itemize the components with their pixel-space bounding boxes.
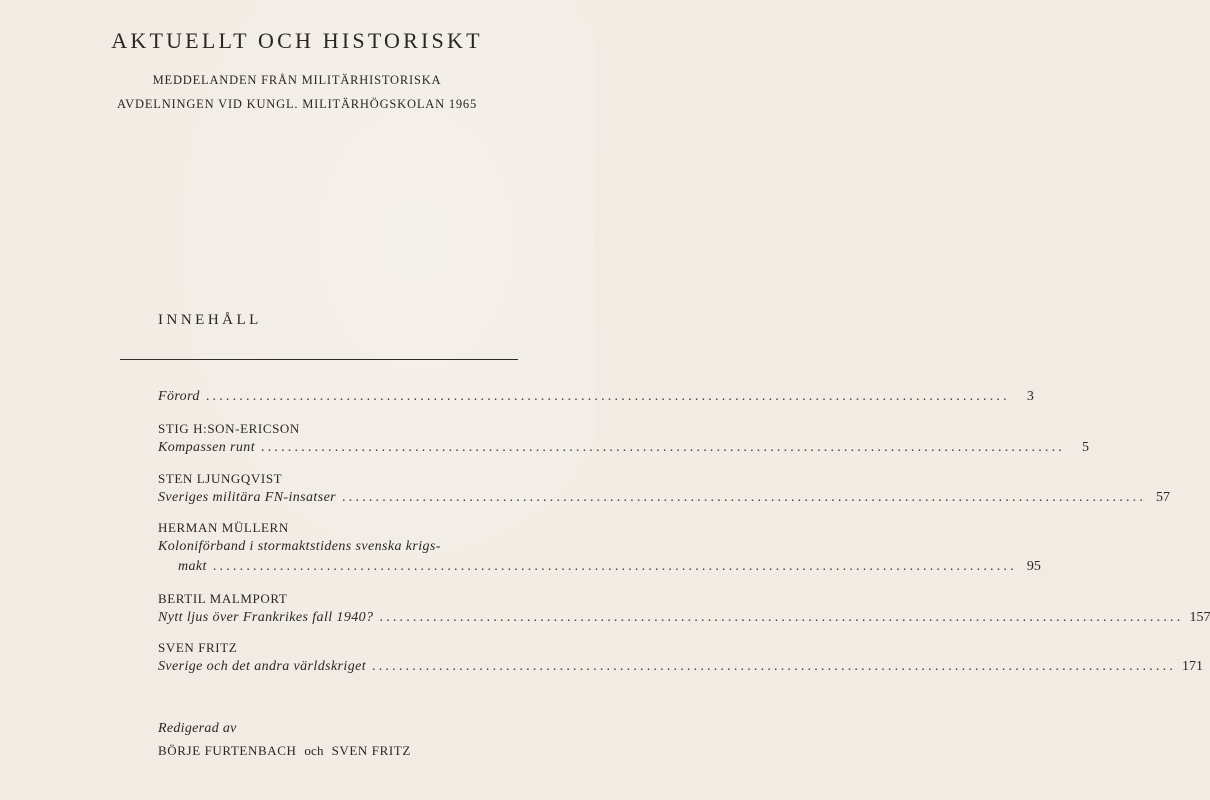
toc-entry-foreword <box>158 387 1034 407</box>
toc-entry <box>158 639 1204 677</box>
contents-heading: INNEHÅLL <box>158 312 262 328</box>
toc-line <box>158 657 1204 677</box>
toc-page-number: 95 <box>1026 559 1041 574</box>
toc-title: Sverige och det andra världskriget <box>158 659 367 674</box>
editors-label: Redigerad av <box>158 721 237 736</box>
toc-title-part: Koloniförband i stormaktstidens svenska krigs- <box>158 539 441 554</box>
dot-leader: ........................................................................................................................ <box>342 490 1147 505</box>
editors-names <box>158 742 411 760</box>
editor-conjunction: och <box>304 743 324 758</box>
subtitle-line-1: MEDDELANDEN FRÅN MILITÄRHISTORISKA <box>152 73 442 87</box>
toc-author: SVEN FRITZ <box>158 640 238 655</box>
toc-author: STEN LJUNGQVIST <box>158 471 283 486</box>
toc-page-number: 57 <box>1156 490 1171 505</box>
dot-leader: ........................................................................................................................ <box>379 610 1184 625</box>
dot-leader: ........................................................................................................................ <box>261 440 1065 455</box>
toc-entry <box>158 420 1089 458</box>
toc-entry <box>158 590 1210 628</box>
editors-block <box>158 720 411 760</box>
subtitle-line-2: AVDELNINGEN VID KUNGL. MILITÄRHÖGSKOLAN 1965 <box>116 97 478 111</box>
book-title: AKTUELLT OCH HISTORISKT <box>111 28 483 53</box>
toc-entry <box>158 470 1171 508</box>
toc-line <box>158 557 1041 577</box>
toc-title: Kompassen runt <box>158 440 255 455</box>
toc-author: STIG H:SON-ERICSON <box>158 421 300 436</box>
toc-title: Sveriges militära FN-insatser <box>158 490 337 505</box>
dot-leader: ........................................................................................................................ <box>372 659 1177 674</box>
editor-name-2: SVEN FRITZ <box>331 743 411 758</box>
toc-title: makt <box>178 559 207 574</box>
toc-line <box>158 608 1210 628</box>
editor-name-1: BÖRJE FURTENBACH <box>158 743 297 758</box>
toc-page-number: 5 <box>1082 440 1089 455</box>
dot-leader: ........................................................................................................................ <box>205 389 1010 404</box>
toc-page-number: 171 <box>1182 659 1204 674</box>
toc-author: HERMAN MÜLLERN <box>158 520 289 535</box>
toc-title: Nytt ljus över Frankrikes fall 1940? <box>158 610 374 625</box>
toc-line <box>158 438 1089 458</box>
contents-divider <box>120 359 518 360</box>
toc-page-number: 157 <box>1189 610 1210 625</box>
toc-author: BERTIL MALMPORT <box>158 591 288 606</box>
toc-entry <box>158 519 1041 577</box>
toc-title: Förord <box>158 389 200 404</box>
dot-leader: ........................................................................................................................ <box>212 559 1017 574</box>
toc-title-line-1 <box>158 537 516 557</box>
toc-page-number: 3 <box>1026 389 1034 404</box>
toc-line <box>158 488 1171 508</box>
toc-line <box>158 387 1034 407</box>
